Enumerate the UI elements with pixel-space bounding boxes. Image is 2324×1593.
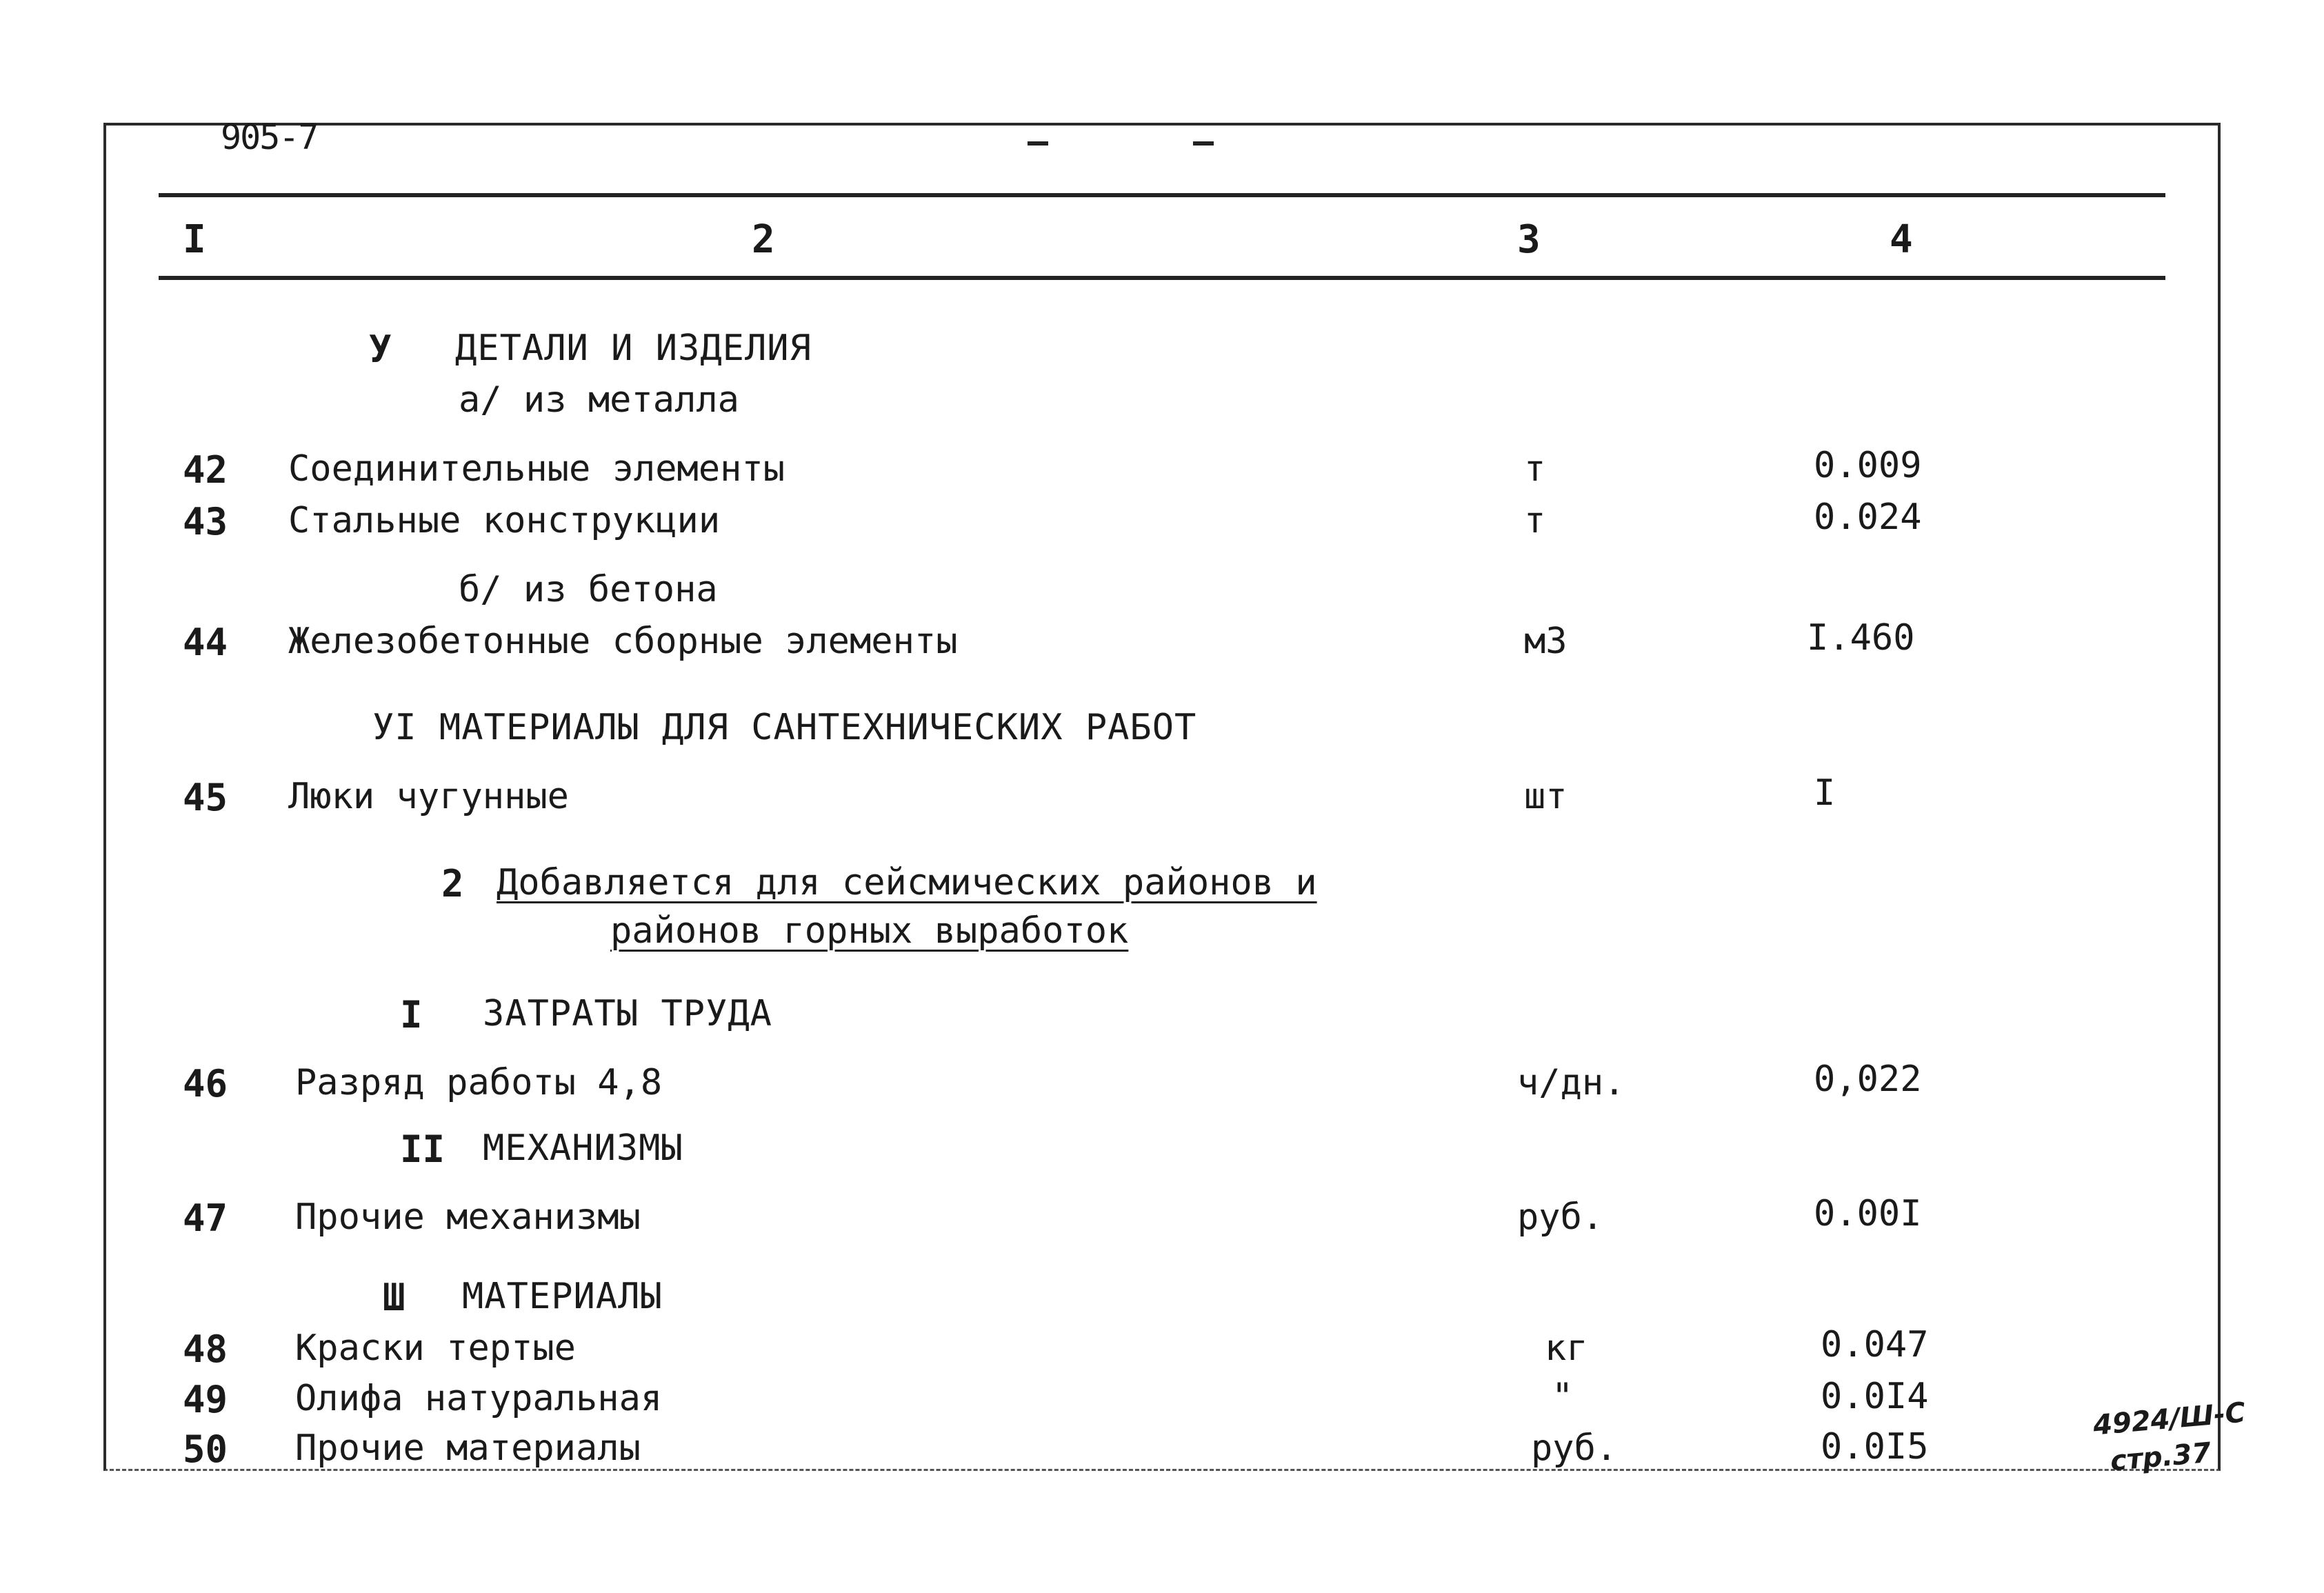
section-number: Ш xyxy=(383,1276,405,1319)
section-title: МАТЕРИАЛЫ xyxy=(462,1276,663,1317)
column-header-2: 2 xyxy=(752,217,775,262)
row-name: Разряд работы 4,8 xyxy=(295,1062,663,1103)
row-number: 45 xyxy=(183,776,228,819)
row-number: 49 xyxy=(183,1378,228,1421)
section-title: МЕХАНИЗМЫ xyxy=(483,1128,683,1169)
row-number: 47 xyxy=(183,1196,228,1240)
row-value: 0.009 xyxy=(1814,445,1922,486)
header-dash xyxy=(1028,141,1048,146)
column-header-3: 3 xyxy=(1517,217,1541,262)
row-name: Стальные конструкции xyxy=(288,500,721,541)
header-top-rule xyxy=(159,193,2165,197)
column-header-1: I xyxy=(183,217,206,262)
document-code: 905-7 xyxy=(221,117,318,157)
row-value: 0.00I xyxy=(1814,1193,1922,1234)
row-unit: т xyxy=(1524,448,1546,490)
row-value: I.460 xyxy=(1807,617,1915,659)
row-number: 46 xyxy=(183,1062,228,1105)
row-unit: " xyxy=(1552,1376,1574,1417)
part-title-line1: Добавляется для сейсмических районов и xyxy=(497,862,1317,903)
row-name: Соединительные элементы xyxy=(288,448,785,490)
row-unit: кг xyxy=(1545,1328,1588,1369)
row-name: Прочие механизмы xyxy=(295,1196,641,1238)
row-value: 0.047 xyxy=(1821,1324,1929,1365)
section-number: II xyxy=(400,1128,445,1171)
row-name: Краски тертые xyxy=(295,1328,576,1369)
row-value: 0.024 xyxy=(1814,497,1922,538)
row-name: Люки чугунные xyxy=(288,776,569,817)
subsection-title: б/ из бетона xyxy=(459,569,718,610)
row-value: I xyxy=(1814,772,1836,814)
row-unit: руб. xyxy=(1517,1196,1604,1238)
page-number-stamp: стр.37 xyxy=(2109,1436,2213,1478)
part-number: 2 xyxy=(441,862,464,905)
row-number: 50 xyxy=(183,1427,228,1471)
section-title: ЗАТРАТЫ ТРУДА xyxy=(483,993,772,1034)
row-value: 0.0I5 xyxy=(1821,1426,1929,1467)
row-value: 0,022 xyxy=(1814,1059,1922,1100)
part-title-line2: районов горных выработок xyxy=(610,910,1129,952)
row-unit: руб. xyxy=(1531,1427,1618,1469)
header-bottom-rule xyxy=(159,276,2165,280)
row-number: 48 xyxy=(183,1328,228,1371)
row-unit: т xyxy=(1524,500,1546,541)
section-number: I xyxy=(400,993,423,1036)
row-number: 43 xyxy=(183,500,228,543)
row-name: Железобетонные сборные элементы xyxy=(288,621,958,662)
row-name: Прочие материалы xyxy=(295,1427,641,1469)
row-number: 42 xyxy=(183,448,228,492)
sheet-number-stamp: 4924/Ш-С xyxy=(2092,1396,2247,1442)
row-unit: шт xyxy=(1524,776,1567,817)
row-number: 44 xyxy=(183,621,228,664)
row-unit: ч/дн. xyxy=(1517,1062,1625,1103)
section-number: У xyxy=(369,328,392,371)
row-name: Олифа натуральная xyxy=(295,1378,663,1419)
header-dash xyxy=(1193,141,1214,146)
section-title: ДЕТАЛИ И ИЗДЕЛИЯ xyxy=(455,328,812,369)
row-unit: м3 xyxy=(1524,621,1567,662)
subsection-title: а/ из металла xyxy=(459,379,739,421)
section-title: УI МАТЕРИАЛЫ ДЛЯ САНТЕХНИЧЕСКИХ РАБОТ xyxy=(372,707,1197,748)
row-value: 0.0I4 xyxy=(1821,1376,1929,1417)
column-header-4: 4 xyxy=(1890,217,1913,262)
